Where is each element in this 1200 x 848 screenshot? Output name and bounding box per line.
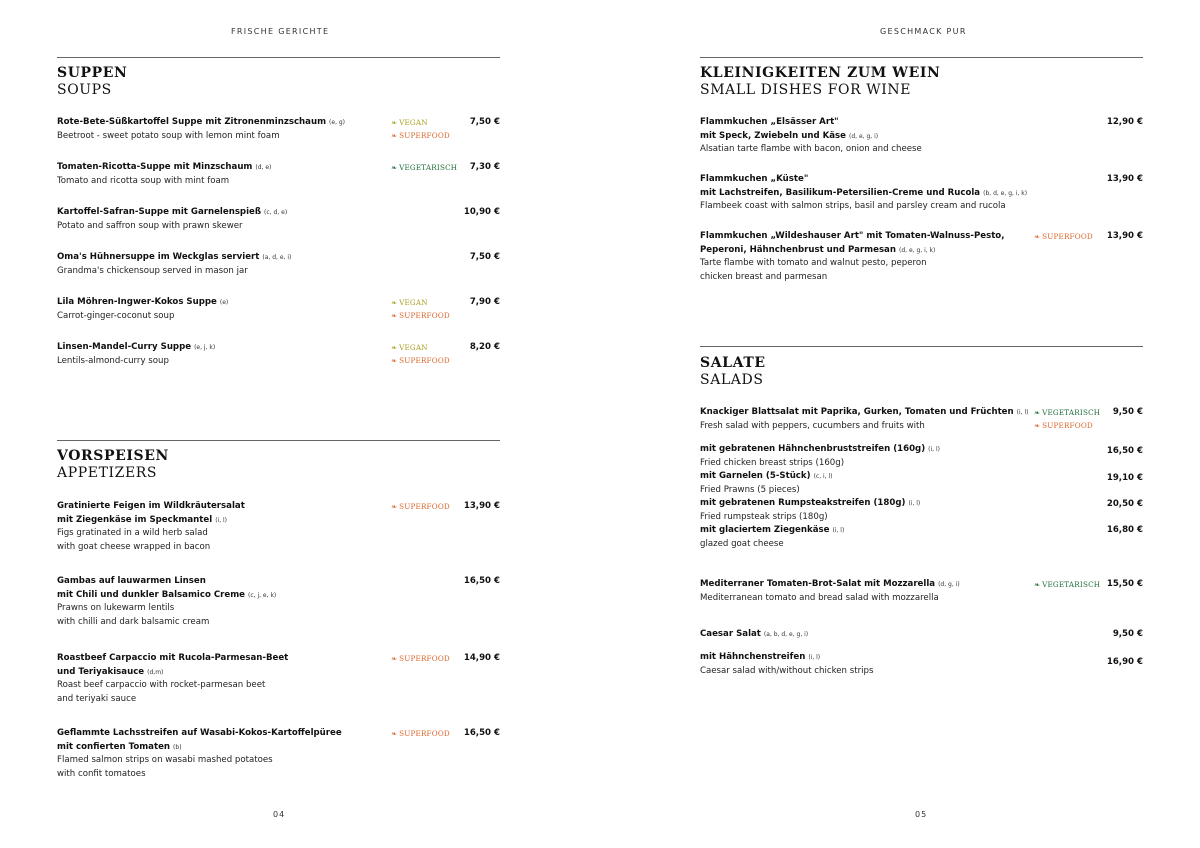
- dish-name: Roastbeef Carpaccio mit Rucola-Parmesan-Beet: [57, 653, 289, 663]
- allergens: (i, l): [1016, 409, 1029, 416]
- dish-translation: Grandma's chickensoup served in mason jar: [57, 265, 248, 276]
- price: 16,50 €: [463, 576, 500, 586]
- superfood-badge: ❧ SUPERFOOD: [391, 654, 450, 663]
- allergens: (a, d, e, i): [262, 254, 292, 261]
- dish-name: Kartoffel-Safran-Suppe mit Garnelenspieß: [57, 207, 262, 217]
- running-head: FRISCHE GERICHTE: [231, 27, 330, 36]
- price: 16,50 €: [463, 728, 500, 738]
- dish-name: Knackiger Blattsalat mit Paprika, Gurken, Tomaten und Früchten: [700, 407, 1014, 417]
- addon-translation: Caesar salad with/without chicken strips: [700, 665, 874, 676]
- dish-translation: Flamed salmon strips on wasabi mashed potatoes: [57, 755, 273, 765]
- price: 16,90 €: [1106, 657, 1143, 667]
- dish-name: Flammkuchen „Elsässer Art": [700, 117, 839, 127]
- price: 14,90 €: [463, 653, 500, 663]
- leaf-icon: ❧: [1034, 409, 1041, 417]
- addon-name: mit gebratenen Rumpsteakstreifen (180g): [700, 498, 906, 508]
- dish-translation: Fresh salad with peppers, cucumbers and fruits with: [700, 420, 925, 431]
- leaf-icon: ❧: [391, 132, 398, 140]
- allergens: (i, l): [808, 654, 821, 661]
- dish-name: Gambas auf lauwarmen Linsen: [57, 576, 206, 586]
- section-divider: [700, 57, 1143, 58]
- section-subtitle: APPETIZERS: [57, 465, 158, 481]
- dish-translation: Potato and saffron soup with prawn skewer: [57, 220, 243, 231]
- vegetarian-badge: ❧ VEGETARISCH: [1034, 580, 1101, 589]
- price: 8,20 €: [469, 342, 500, 352]
- price: 7,50 €: [469, 117, 500, 127]
- page-number: 04: [273, 810, 286, 819]
- allergens: (i, l): [832, 527, 845, 534]
- dish-translation-cont: with chilli and dark balsamic cream: [57, 616, 210, 627]
- section-divider: [57, 57, 500, 58]
- dish-translation-cont: and teriyaki sauce: [57, 693, 137, 704]
- price: 16,50 €: [1106, 446, 1143, 456]
- section-divider: [700, 346, 1143, 347]
- dish-name: Flammkuchen „Küste": [700, 174, 809, 184]
- addon-name: mit glaciertem Ziegenkäse: [700, 525, 830, 535]
- superfood-badge: ❧ SUPERFOOD: [391, 356, 450, 365]
- price: 7,90 €: [469, 297, 500, 307]
- price: 12,90 €: [1106, 117, 1143, 127]
- price: 13,90 €: [463, 501, 500, 511]
- price: 7,50 €: [469, 252, 500, 262]
- leaf-icon: ❧: [391, 119, 398, 127]
- vegetarian-badge: ❧ VEGETARISCH: [391, 163, 458, 172]
- dish-name: Gratinierte Feigen im Wildkräutersalat: [57, 501, 245, 511]
- dish-translation-cont: chicken breast and parmesan: [700, 271, 828, 282]
- leaf-icon: ❧: [1034, 581, 1041, 589]
- superfood-badge: ❧ SUPERFOOD: [1034, 232, 1093, 241]
- dish-translation: Tarte flambe with tomato and walnut pesto, peperon: [700, 258, 927, 268]
- dish-name: Caesar Salat: [700, 629, 761, 639]
- menu-item: [57, 500, 245, 554]
- leaf-icon: ❧: [391, 730, 398, 738]
- menu-item: [57, 251, 291, 278]
- running-head: GESCHMACK PUR: [880, 27, 967, 36]
- allergens: (c, j, e, k): [248, 591, 277, 599]
- leaf-icon: ❧: [1034, 422, 1041, 430]
- allergens: (b, d, e, g, i, k): [983, 189, 1028, 197]
- menu-item: [57, 296, 228, 323]
- addon-translation: Fried chicken breast strips (160g): [700, 457, 845, 468]
- dish-name: Lila Möhren-Ingwer-Kokos Suppe: [57, 297, 217, 307]
- allergens: (d,m): [147, 668, 164, 676]
- menu-item: [57, 341, 215, 368]
- allergens: (e, j, k): [194, 344, 216, 351]
- dish-name-cont: mit Chili und dunkler Balsamico Creme: [57, 589, 245, 600]
- dish-translation: Mediterranean tomato and bread salad with mozzarella: [700, 592, 939, 603]
- leaf-icon: ❧: [391, 357, 398, 365]
- section-title: KLEINIGKEITEN ZUM WEIN: [700, 65, 941, 81]
- allergens: (d, g, i): [938, 581, 960, 588]
- section-title: SUPPEN: [57, 65, 128, 81]
- dish-translation: Beetroot - sweet potato soup with lemon mint foam: [57, 130, 280, 141]
- superfood-badge: ❧ SUPERFOOD: [391, 311, 450, 320]
- page-number: 05: [915, 810, 928, 819]
- price: 19,10 €: [1106, 473, 1143, 483]
- dish-name: Geflammte Lachsstreifen auf Wasabi-Kokos-Kartoffelpüree: [57, 728, 342, 738]
- dish-translation: Carrot-ginger-coconut soup: [57, 310, 175, 321]
- menu-addon: [700, 443, 940, 551]
- section-title: SALATE: [700, 355, 766, 371]
- addon-translation: Fried Prawns (5 pieces): [700, 484, 800, 495]
- dish-name: Rote-Bete-Süßkartoffel Suppe mit Zitronenminzschaum: [57, 117, 327, 127]
- price: 16,80 €: [1106, 525, 1143, 535]
- dish-name-cont: Peperoni, Hähnchenbrust und Parmesan: [700, 244, 896, 255]
- menu-item: [57, 575, 276, 629]
- menu-item: [700, 578, 960, 605]
- addon-name: mit gebratenen Hähnchenbruststreifen (160g): [700, 444, 926, 454]
- addon-translation: glazed goat cheese: [700, 538, 784, 549]
- allergens: (i, l): [928, 446, 940, 453]
- dish-translation: Figs gratinated in a wild herb salad: [57, 528, 208, 538]
- allergens: (d, e, g, i, k): [898, 246, 936, 254]
- dish-name: Tomaten-Ricotta-Suppe mit Minzschaum: [57, 162, 253, 172]
- dish-name: Linsen-Mandel-Curry Suppe: [57, 342, 192, 352]
- allergens: (c, i, l): [813, 473, 833, 480]
- menu-item: [57, 727, 342, 781]
- price: 7,30 €: [469, 162, 500, 172]
- dish-name-cont: mit Lachstreifen, Basilikum-Petersilien-Creme und Rucola: [700, 187, 981, 198]
- menu-item: [700, 116, 922, 157]
- leaf-icon: ❧: [1034, 233, 1041, 241]
- addon-translation: Fried rumpsteak strips (180g): [700, 511, 828, 522]
- dish-name: Flammkuchen „Wildeshauser Art" mit Tomaten-Walnuss-Pesto,: [700, 231, 1005, 241]
- dish-name-cont: und Teriyakisauce: [57, 666, 145, 677]
- section-subtitle: SMALL DISHES FOR WINE: [700, 82, 912, 98]
- dish-name-cont: mit Speck, Zwiebeln und Käse: [700, 130, 846, 141]
- allergens: (a, b, d, e, g, i): [763, 631, 809, 638]
- price: 15,50 €: [1106, 579, 1143, 589]
- allergens: (d, e): [255, 164, 272, 171]
- superfood-badge: ❧ SUPERFOOD: [1034, 421, 1093, 430]
- superfood-badge: ❧ SUPERFOOD: [391, 729, 450, 738]
- menu-item: [57, 116, 345, 143]
- price: 9,50 €: [1112, 407, 1143, 417]
- menu-item: [700, 406, 1028, 433]
- price: 13,90 €: [1106, 231, 1143, 241]
- dish-translation-cont: with goat cheese wrapped in bacon: [57, 541, 211, 552]
- allergens: (c, d, e): [264, 209, 288, 216]
- vegan-badge: ❧ VEGAN: [391, 343, 428, 352]
- menu-item: [700, 173, 1027, 214]
- dish-translation: Alsatian tarte flambe with bacon, onion and cheese: [700, 144, 922, 154]
- menu-item: [700, 628, 808, 642]
- leaf-icon: ❧: [391, 164, 398, 172]
- menu-item: [57, 161, 271, 188]
- dish-name: Oma's Hühnersuppe im Weckglas serviert: [57, 252, 260, 262]
- dish-translation: Roast beef carpaccio with rocket-parmesan beet: [57, 680, 266, 690]
- addon-name: mit Garnelen (5-Stück): [700, 471, 811, 481]
- dish-name-cont: mit Ziegenkäse im Speckmantel: [57, 514, 213, 525]
- dish-translation: Flambeek coast with salmon strips, basil and parsley cream and rucola: [700, 201, 1006, 211]
- vegetarian-badge: ❧ VEGETARISCH: [1034, 408, 1101, 417]
- dish-translation: Prawns on lukewarm lentils: [57, 603, 175, 613]
- menu-item: [57, 206, 287, 233]
- allergens: (e, g): [329, 119, 346, 126]
- superfood-badge: ❧ SUPERFOOD: [391, 131, 450, 140]
- price: 20,50 €: [1106, 499, 1143, 509]
- dish-translation: Lentils-almond-curry soup: [57, 355, 169, 366]
- price: 9,50 €: [1112, 629, 1143, 639]
- allergens: (e): [219, 299, 229, 306]
- allergens: (i, l): [908, 500, 921, 507]
- section-subtitle: SOUPS: [57, 82, 112, 98]
- menu-addon: [700, 651, 873, 678]
- price: 10,90 €: [463, 207, 500, 217]
- leaf-icon: ❧: [391, 655, 398, 663]
- section-divider: [57, 440, 500, 441]
- dish-translation: Tomato and ricotta soup with mint foam: [57, 175, 230, 186]
- dish-name-cont: mit confierten Tomaten: [57, 741, 171, 752]
- vegan-badge: ❧ VEGAN: [391, 298, 428, 307]
- allergens: (b): [173, 743, 182, 751]
- superfood-badge: ❧ SUPERFOOD: [391, 502, 450, 511]
- section-title: VORSPEISEN: [57, 448, 169, 464]
- allergens: (i, l): [215, 516, 228, 524]
- vegan-badge: ❧ VEGAN: [391, 118, 428, 127]
- allergens: (d, e, g, i): [849, 132, 879, 140]
- right-page: [600, 0, 1200, 848]
- leaf-icon: ❧: [391, 344, 398, 352]
- leaf-icon: ❧: [391, 299, 398, 307]
- leaf-icon: ❧: [391, 503, 398, 511]
- addon-name: mit Hähnchenstreifen: [700, 652, 806, 662]
- dish-name: Mediterraner Tomaten-Brot-Salat mit Mozzarella: [700, 579, 936, 589]
- section-subtitle: SALADS: [700, 372, 764, 388]
- leaf-icon: ❧: [391, 312, 398, 320]
- menu-item: [57, 652, 288, 706]
- menu-item: [700, 230, 1004, 284]
- dish-translation-cont: with confit tomatoes: [57, 768, 146, 779]
- price: 13,90 €: [1106, 174, 1143, 184]
